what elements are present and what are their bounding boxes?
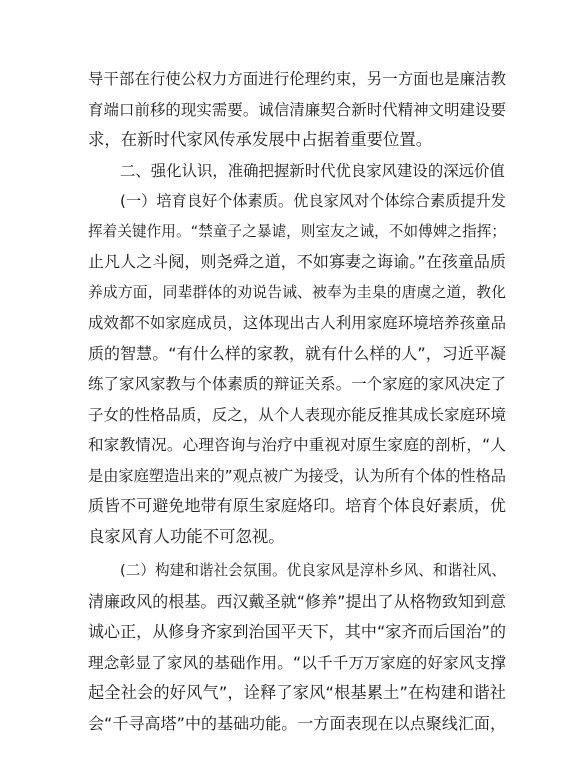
text-line: 质的智慧。“有什么样的家教，就有什么样的人”，习近平凝 [88,343,506,363]
text-line: 理念彰显了家风的基础作用。“以千千万万家庭的好家风支撑 [88,653,506,672]
paragraph-point-one [88,186,506,552]
text-line: 会“千寻高塔”中的基础功能。一方面表现在以点聚线汇面， [88,713,506,733]
section-heading [88,156,506,187]
text-line: 挥着关键作用。“禁童子之暴谑，则室友之诫，不如傅婢之指挥； [88,222,506,240]
text-line: 求，在新时代家风传承发展中占据着重要位置。 [88,130,433,149]
section-heading-text: 二、强化认识，准确把握新时代优良家风建设的深远价值 [120,161,505,180]
text-line: 诚心正，从修身齐家到治国平天下，其中“家齐而后国治”的 [88,622,506,641]
text-line: 成效都不如家庭成员，这体现出古人利用家庭环境培养孩童品 [88,314,506,332]
text-line: 养成方面，同辈群体的劝说告诫、被奉为圭臬的唐虞之道，教化 [88,283,506,301]
text-line: 练了家风家教与个体素质的辩证关系。一个家庭的家风决定了 [88,375,506,393]
text-line: 良家风育人功能不可忽视。 [88,526,285,546]
text-line: 导干部在行使公权力方面进行伦理约束，另一方面也是廉洁教 [88,70,506,88]
text-line: 子女的性格品质，反之，从个人表现亦能反推其成长家庭环境 [88,405,506,424]
text-line: 育端口前移的现实需要。诚信清廉契合新时代精神文明建设要 [88,100,506,119]
text-line: 止凡人之斗阋，则尧舜之道，不如寡妻之诲谕。”在孩童品质 [88,252,506,271]
text-line: (一）培育良好个体素质。优良家风对个体综合素质提升发 [120,192,506,210]
text-line: 清廉政风的根基。西汉戴圣就“修养”提出了从格物致知到意 [88,591,506,611]
text-line: 起全社会的好风气”，诠释了家风“根基累土”在构建和谐社 [88,683,506,702]
document-body [88,64,506,739]
paragraph-intro [88,64,506,156]
text-line: 是由家庭塑造出来的”观点被广为接受，认为所有个体的性格品 [88,466,506,485]
text-line: 和家教情况。心理咨询与治疗中重视对原生家庭的剖析，“人 [88,436,506,454]
paragraph-point-two [88,556,506,739]
text-line: 质皆不可避免地带有原生家庭烙印。培育个体良好素质，优 [88,496,506,515]
text-line: (二）构建和谐社会氛围。优良家风是淳朴乡风、和谐社风、 [120,562,506,579]
